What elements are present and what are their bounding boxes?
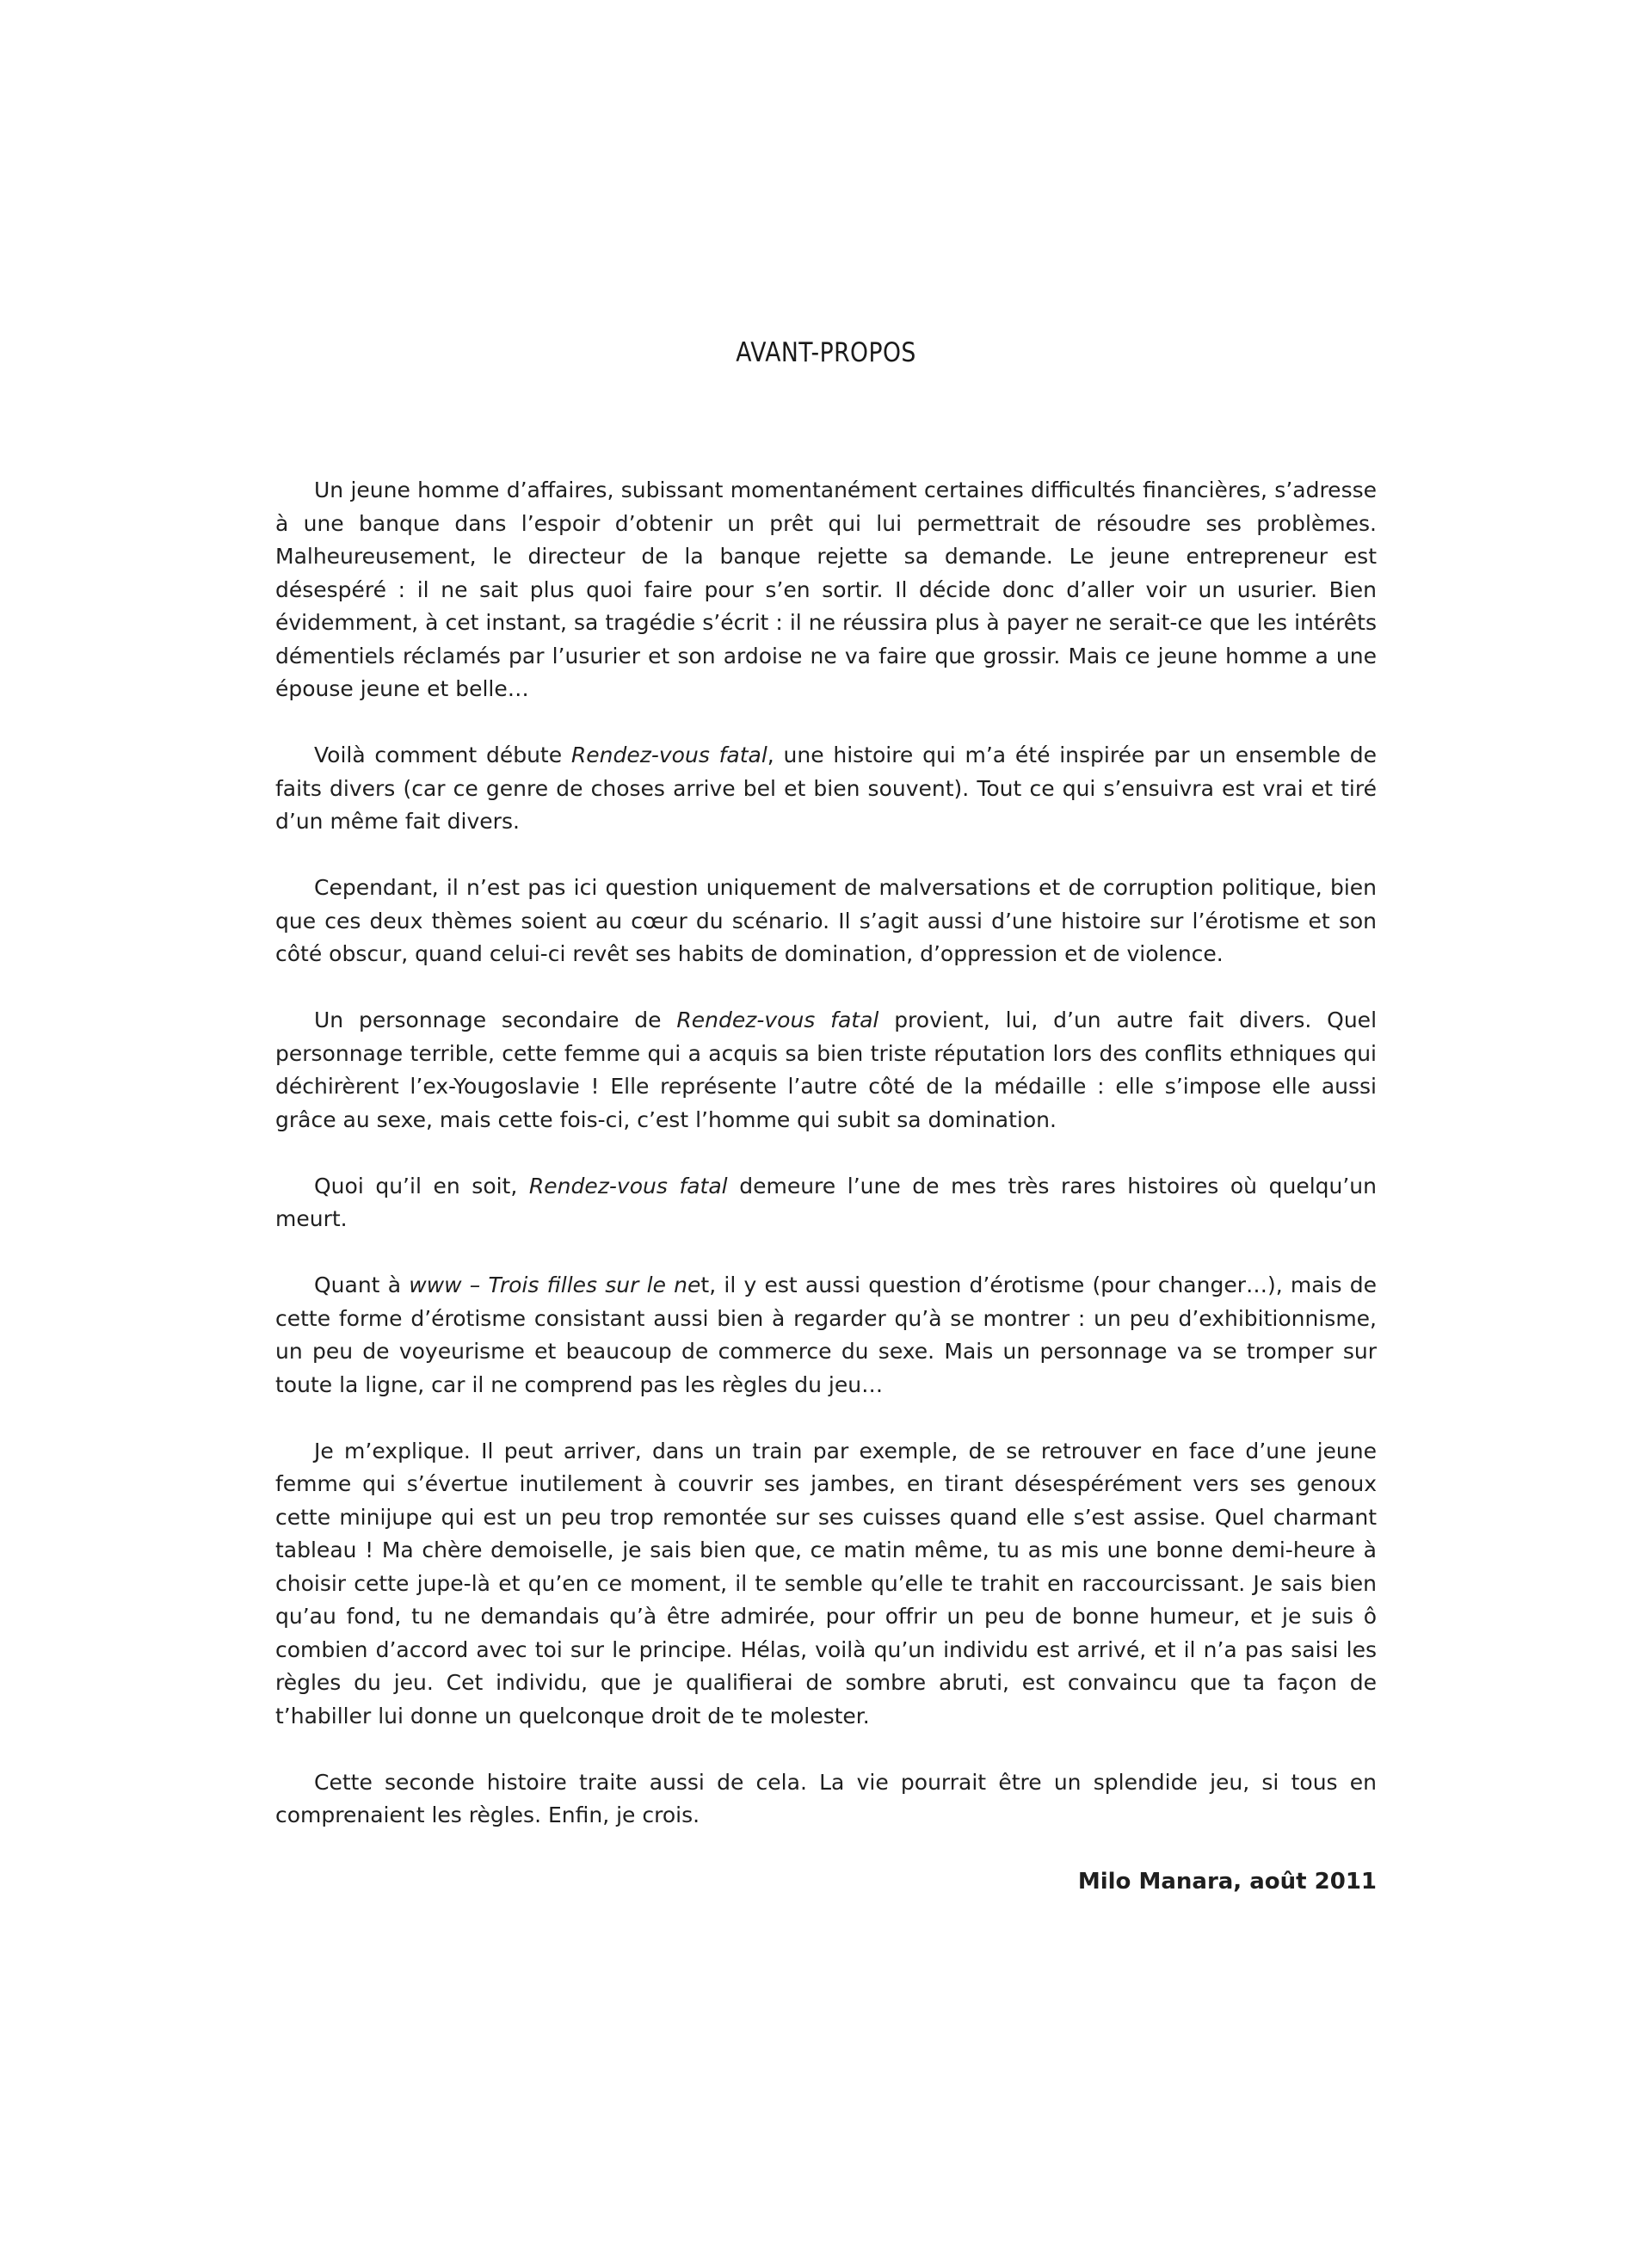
paragraph xyxy=(275,1766,1377,1833)
italic-title-text: Rendez-vous fatal xyxy=(528,1173,728,1199)
paragraph xyxy=(275,1435,1377,1734)
paragraph-text: Cette seconde histoire traite aussi de cela. La vie pourrait être un splendide jeu, si tous en comprenaient les règles. Enfin, je crois. xyxy=(275,1769,1377,1827)
paragraph xyxy=(275,872,1377,971)
paragraph-text: Cependant, il n’est pas ici question uniquement de malversations et de corruption politique, bien que ces deux thèmes soient au cœur du scénario. Il s’agit aussi d’une histoire sur l’érotisme et son côté obscur, quand celui-ci revêt ses habits de domination, d’oppression et de violence. xyxy=(275,875,1377,966)
paragraph xyxy=(275,1269,1377,1402)
paragraph-text: Voilà comment débute xyxy=(314,743,571,767)
paragraph xyxy=(275,474,1377,706)
paragraph-text: demeure l’une de mes très rares histoires où quelqu’un meurt. xyxy=(275,1173,1378,1231)
italic-title-text: Rendez-vous fatal xyxy=(676,1008,879,1032)
paragraph-text: Quant à xyxy=(314,1272,410,1297)
paragraph xyxy=(275,739,1377,839)
paragraph-text: Quoi qu’il en soit, xyxy=(314,1173,529,1199)
paragraph-text: , une histoire qui m’a été inspirée par un ensemble de faits divers (car ce genre de choses arrive bel et bien souvent). Tout ce qui s’ensuivra est vrai et tiré d’un même fait divers. xyxy=(275,743,1377,834)
page-title: AVANT-PROPOS xyxy=(736,337,916,368)
italic-title-text: Rendez-vous fatal xyxy=(570,743,767,767)
paragraph-text: provient, lui, d’un autre fait divers. Quel personnage terrible, cette femme qui a acquis sa bien triste réputation lors des conflits ethniques qui déchirèrent l’ex-Yougoslavie ! Elle représente l’autre côté de la médaille : elle s’impose elle aussi grâce au sexe, mais cette fois-ci, c’est l’homme qui subit sa domination. xyxy=(275,1008,1378,1132)
foreword-body xyxy=(275,474,1377,1899)
paragraph xyxy=(275,1004,1377,1137)
paragraph-text: t, il y est aussi question d’érotisme (pour changer…), mais de cette forme d’érotisme consistant aussi bien à regarder qu’à se montrer : un peu d’exhibitionnisme, un peu de voyeurisme et beaucoup de commerce du sexe. Mais un personnage va se tromper sur toute la ligne, car il ne comprend pas les règles du jeu… xyxy=(275,1272,1378,1397)
author-signature: Milo Manara, août 2011 xyxy=(1077,1869,1377,1895)
italic-title-text: www – Trois filles sur le ne xyxy=(409,1272,701,1297)
paragraph xyxy=(275,1170,1377,1236)
paragraph-text: Un jeune homme d’affaires, subissant momentanément certaines difficultés financières, s’adresse à une banque dans l’espoir d’obtenir un prêt qui lui permettrait de résoudre ses problèmes. Malheureusement, le directeur de la banque rejette sa demande. Le jeune entrepreneur est désespéré : il ne sait plus quoi faire pour s’en sortir. Il décide donc d’aller voir un usurier. Bien évidemment, à cet instant, sa tragédie s’écrit : il ne réussira plus à payer ne serait-ce que les intérêts démentiels réclamés par l’usurier et son ardoise ne va faire que grossir. Mais ce jeune homme a une épouse jeune et belle… xyxy=(275,478,1377,701)
paragraph-text: Un personnage secondaire de xyxy=(314,1008,677,1032)
paragraph-text: Je m’explique. Il peut arriver, dans un train par exemple, de se retrouver en face d’une jeune femme qui s’évertue inutilement à couvrir ses jambes, en tirant désespérément vers ses genoux cette minijupe qui est un peu trop remontée sur ses cuisses quand elle s’est assise. Quel charmant tableau ! Ma chère demoiselle, je sais bien que, ce matin même, tu as mis une bonne demi-heure à choisir cette jupe-là et qu’en ce moment, il te semble qu’elle te trahit en raccourcissant. Je sais bien qu’au fond, tu ne demandais qu’à être admirée, pour offrir un peu de bonne humeur, et je suis ô combien d’accord avec toi sur le principe. Hélas, voilà qu’un individu est arrivé, et il n’a pas saisi les règles du jeu. Cet individu, que je qualifierai de sombre abruti, est convaincu que ta façon de t’habiller lui donne un quelconque droit de te molester. xyxy=(275,1438,1377,1728)
